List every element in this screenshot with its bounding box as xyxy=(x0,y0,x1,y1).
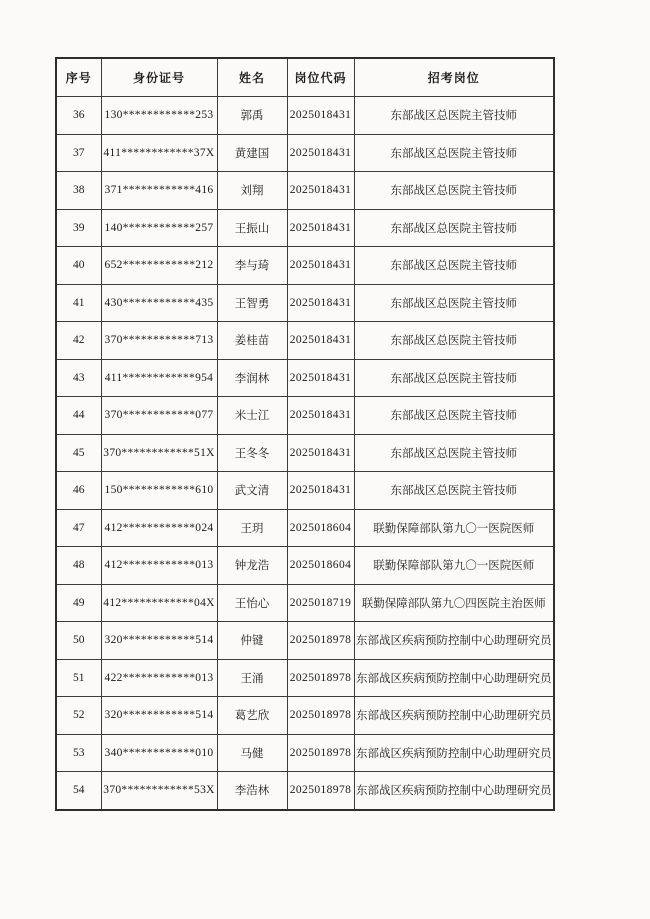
cell-name: 钟龙浩 xyxy=(217,547,287,585)
recruitment-roster-table xyxy=(55,57,555,811)
cell-id-number: 370************53X xyxy=(101,772,217,810)
table-row xyxy=(56,322,554,360)
cell-name: 王玥 xyxy=(217,509,287,547)
cell-serial: 38 xyxy=(56,172,101,210)
cell-name: 米士江 xyxy=(217,397,287,435)
cell-id-number: 411************37X xyxy=(101,134,217,172)
cell-position-title: 东部战区总医院主管技师 xyxy=(354,284,554,322)
header-name: 姓名 xyxy=(217,58,287,97)
cell-id-number: 320************514 xyxy=(101,697,217,735)
cell-id-number: 140************257 xyxy=(101,209,217,247)
cell-position-title: 东部战区疾病预防控制中心助理研究员 xyxy=(354,622,554,660)
cell-serial: 42 xyxy=(56,322,101,360)
cell-name: 郭禹 xyxy=(217,97,287,135)
header-position-code: 岗位代码 xyxy=(287,58,354,97)
cell-position-title: 东部战区疾病预防控制中心助理研究员 xyxy=(354,697,554,735)
cell-serial: 52 xyxy=(56,697,101,735)
cell-id-number: 340************010 xyxy=(101,734,217,772)
cell-serial: 45 xyxy=(56,434,101,472)
cell-position-code: 2025018604 xyxy=(287,547,354,585)
cell-id-number: 412************013 xyxy=(101,547,217,585)
cell-serial: 40 xyxy=(56,247,101,285)
cell-position-code: 2025018978 xyxy=(287,659,354,697)
table-row xyxy=(56,547,554,585)
cell-position-code: 2025018431 xyxy=(287,322,354,360)
cell-position-title: 东部战区总医院主管技师 xyxy=(354,322,554,360)
cell-position-title: 东部战区总医院主管技师 xyxy=(354,247,554,285)
cell-serial: 48 xyxy=(56,547,101,585)
table-row xyxy=(56,472,554,510)
table-row xyxy=(56,772,554,810)
cell-position-code: 2025018431 xyxy=(287,97,354,135)
table-row xyxy=(56,247,554,285)
cell-name: 王冬冬 xyxy=(217,434,287,472)
table-header-row xyxy=(56,58,554,97)
cell-id-number: 412************024 xyxy=(101,509,217,547)
cell-serial: 54 xyxy=(56,772,101,810)
cell-position-code: 2025018978 xyxy=(287,697,354,735)
cell-id-number: 370************51X xyxy=(101,434,217,472)
header-position-title: 招考岗位 xyxy=(354,58,554,97)
cell-id-number: 370************713 xyxy=(101,322,217,360)
cell-serial: 44 xyxy=(56,397,101,435)
table-row xyxy=(56,584,554,622)
cell-name: 李与琦 xyxy=(217,247,287,285)
cell-name: 李浩林 xyxy=(217,772,287,810)
cell-position-title: 联勤保障部队第九〇四医院主治医师 xyxy=(354,584,554,622)
cell-position-title: 联勤保障部队第九〇一医院医师 xyxy=(354,547,554,585)
cell-serial: 53 xyxy=(56,734,101,772)
cell-position-code: 2025018978 xyxy=(287,772,354,810)
cell-name: 王智勇 xyxy=(217,284,287,322)
cell-id-number: 411************954 xyxy=(101,359,217,397)
cell-name: 王怡心 xyxy=(217,584,287,622)
table-header-row xyxy=(56,58,554,97)
cell-serial: 43 xyxy=(56,359,101,397)
cell-id-number: 371************416 xyxy=(101,172,217,210)
table-row xyxy=(56,134,554,172)
cell-name: 马健 xyxy=(217,734,287,772)
cell-name: 姜桂苗 xyxy=(217,322,287,360)
table-body xyxy=(56,97,554,810)
cell-position-title: 东部战区疾病预防控制中心助理研究员 xyxy=(354,772,554,810)
table-row xyxy=(56,97,554,135)
cell-serial: 37 xyxy=(56,134,101,172)
cell-position-code: 2025018431 xyxy=(287,172,354,210)
cell-serial: 36 xyxy=(56,97,101,135)
table-row xyxy=(56,359,554,397)
cell-serial: 49 xyxy=(56,584,101,622)
cell-name: 王涌 xyxy=(217,659,287,697)
cell-position-title: 东部战区总医院主管技师 xyxy=(354,359,554,397)
cell-position-code: 2025018431 xyxy=(287,247,354,285)
cell-serial: 46 xyxy=(56,472,101,510)
cell-position-title: 东部战区总医院主管技师 xyxy=(354,134,554,172)
cell-position-code: 2025018604 xyxy=(287,509,354,547)
cell-name: 武文清 xyxy=(217,472,287,510)
cell-id-number: 150************610 xyxy=(101,472,217,510)
header-id-number: 身份证号 xyxy=(101,58,217,97)
table-row xyxy=(56,284,554,322)
cell-name: 刘翔 xyxy=(217,172,287,210)
cell-id-number: 430************435 xyxy=(101,284,217,322)
cell-position-code: 2025018719 xyxy=(287,584,354,622)
table-row xyxy=(56,397,554,435)
cell-name: 葛艺欣 xyxy=(217,697,287,735)
cell-position-title: 东部战区总医院主管技师 xyxy=(354,472,554,510)
cell-position-code: 2025018431 xyxy=(287,397,354,435)
cell-position-code: 2025018431 xyxy=(287,434,354,472)
cell-position-code: 2025018431 xyxy=(287,359,354,397)
cell-position-title: 东部战区疾病预防控制中心助理研究员 xyxy=(354,659,554,697)
cell-id-number: 320************514 xyxy=(101,622,217,660)
cell-serial: 39 xyxy=(56,209,101,247)
cell-position-title: 东部战区总医院主管技师 xyxy=(354,97,554,135)
cell-name: 李润林 xyxy=(217,359,287,397)
cell-id-number: 652************212 xyxy=(101,247,217,285)
cell-id-number: 130************253 xyxy=(101,97,217,135)
cell-position-title: 东部战区总医院主管技师 xyxy=(354,209,554,247)
cell-position-title: 东部战区总医院主管技师 xyxy=(354,397,554,435)
table-row xyxy=(56,622,554,660)
cell-serial: 50 xyxy=(56,622,101,660)
cell-id-number: 422************013 xyxy=(101,659,217,697)
table-row xyxy=(56,734,554,772)
cell-position-title: 东部战区疾病预防控制中心助理研究员 xyxy=(354,734,554,772)
cell-position-code: 2025018431 xyxy=(287,209,354,247)
cell-id-number: 412************04X xyxy=(101,584,217,622)
cell-position-code: 2025018978 xyxy=(287,734,354,772)
cell-name: 黄建国 xyxy=(217,134,287,172)
cell-name: 仲键 xyxy=(217,622,287,660)
cell-position-code: 2025018431 xyxy=(287,472,354,510)
table-row xyxy=(56,509,554,547)
cell-serial: 51 xyxy=(56,659,101,697)
table-row xyxy=(56,209,554,247)
table-row xyxy=(56,659,554,697)
table-row xyxy=(56,172,554,210)
cell-serial: 41 xyxy=(56,284,101,322)
cell-position-title: 东部战区总医院主管技师 xyxy=(354,434,554,472)
cell-position-code: 2025018431 xyxy=(287,284,354,322)
cell-serial: 47 xyxy=(56,509,101,547)
header-serial: 序号 xyxy=(56,58,101,97)
cell-id-number: 370************077 xyxy=(101,397,217,435)
cell-position-title: 东部战区总医院主管技师 xyxy=(354,172,554,210)
cell-name: 王振山 xyxy=(217,209,287,247)
table-row xyxy=(56,434,554,472)
cell-position-title: 联勤保障部队第九〇一医院医师 xyxy=(354,509,554,547)
table-row xyxy=(56,697,554,735)
cell-position-code: 2025018431 xyxy=(287,134,354,172)
cell-position-code: 2025018978 xyxy=(287,622,354,660)
